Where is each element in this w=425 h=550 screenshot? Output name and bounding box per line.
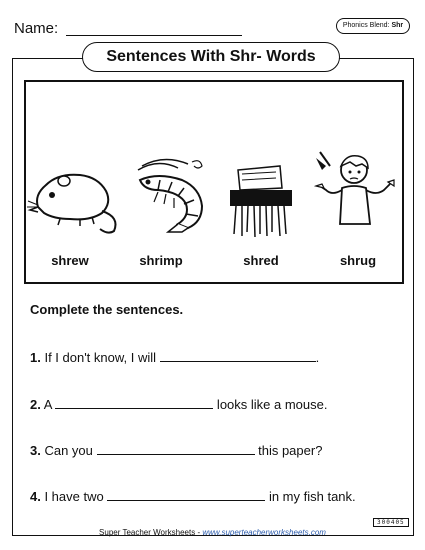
sentence-3	[30, 443, 322, 458]
footer-text: Super Teacher Worksheets -	[99, 528, 203, 537]
answer-blank-3[interactable]	[97, 443, 255, 455]
answer-blank-4[interactable]	[107, 489, 265, 501]
word-shred: shred	[243, 253, 279, 268]
word-shrug: shrug	[339, 253, 377, 268]
badge-prefix: Phonics Blend:	[342, 22, 392, 29]
sentence-number: 4.	[30, 489, 41, 504]
sentence-1	[30, 350, 319, 365]
sentence-text-after: this paper?	[254, 443, 323, 458]
phonics-badge	[336, 18, 410, 34]
sentence-text-after: .	[315, 350, 320, 365]
sentence-text-after: looks like a mouse.	[213, 397, 328, 412]
sentence-text-after: in my fish tank.	[265, 489, 356, 504]
worksheet-code: 300405	[373, 518, 409, 527]
instructions: Complete the sentences.	[30, 302, 184, 317]
name-label: Name:	[14, 20, 59, 37]
sentence-text-before: I have two	[40, 489, 108, 504]
answer-blank-1[interactable]	[160, 350, 316, 362]
shrugging-person-icon	[312, 150, 402, 240]
footer-url[interactable]: www.superteacherworksheets.com	[202, 528, 326, 537]
sentence-number: 2.	[30, 397, 41, 412]
sentence-number: 3.	[30, 443, 41, 458]
sentence-text-before: If I don't know, I will	[40, 350, 160, 365]
shrew-icon	[30, 155, 120, 235]
shredder-icon	[226, 152, 296, 242]
sentence-number: 1.	[30, 350, 41, 365]
shrimp-icon	[128, 158, 218, 238]
sentence-text-before: A	[40, 397, 56, 412]
badge-value: Shr	[391, 22, 404, 29]
footer	[0, 528, 425, 537]
sentence-2	[30, 397, 327, 412]
word-shrew: shrew	[51, 253, 89, 268]
word-shrimp: shrimp	[139, 253, 183, 268]
worksheet-title: Sentences With Shr- Words	[82, 42, 340, 72]
answer-blank-2[interactable]	[55, 397, 213, 409]
sentence-text-before: Can you	[40, 443, 97, 458]
sentence-4	[30, 489, 356, 504]
name-blank-line[interactable]	[66, 35, 242, 36]
